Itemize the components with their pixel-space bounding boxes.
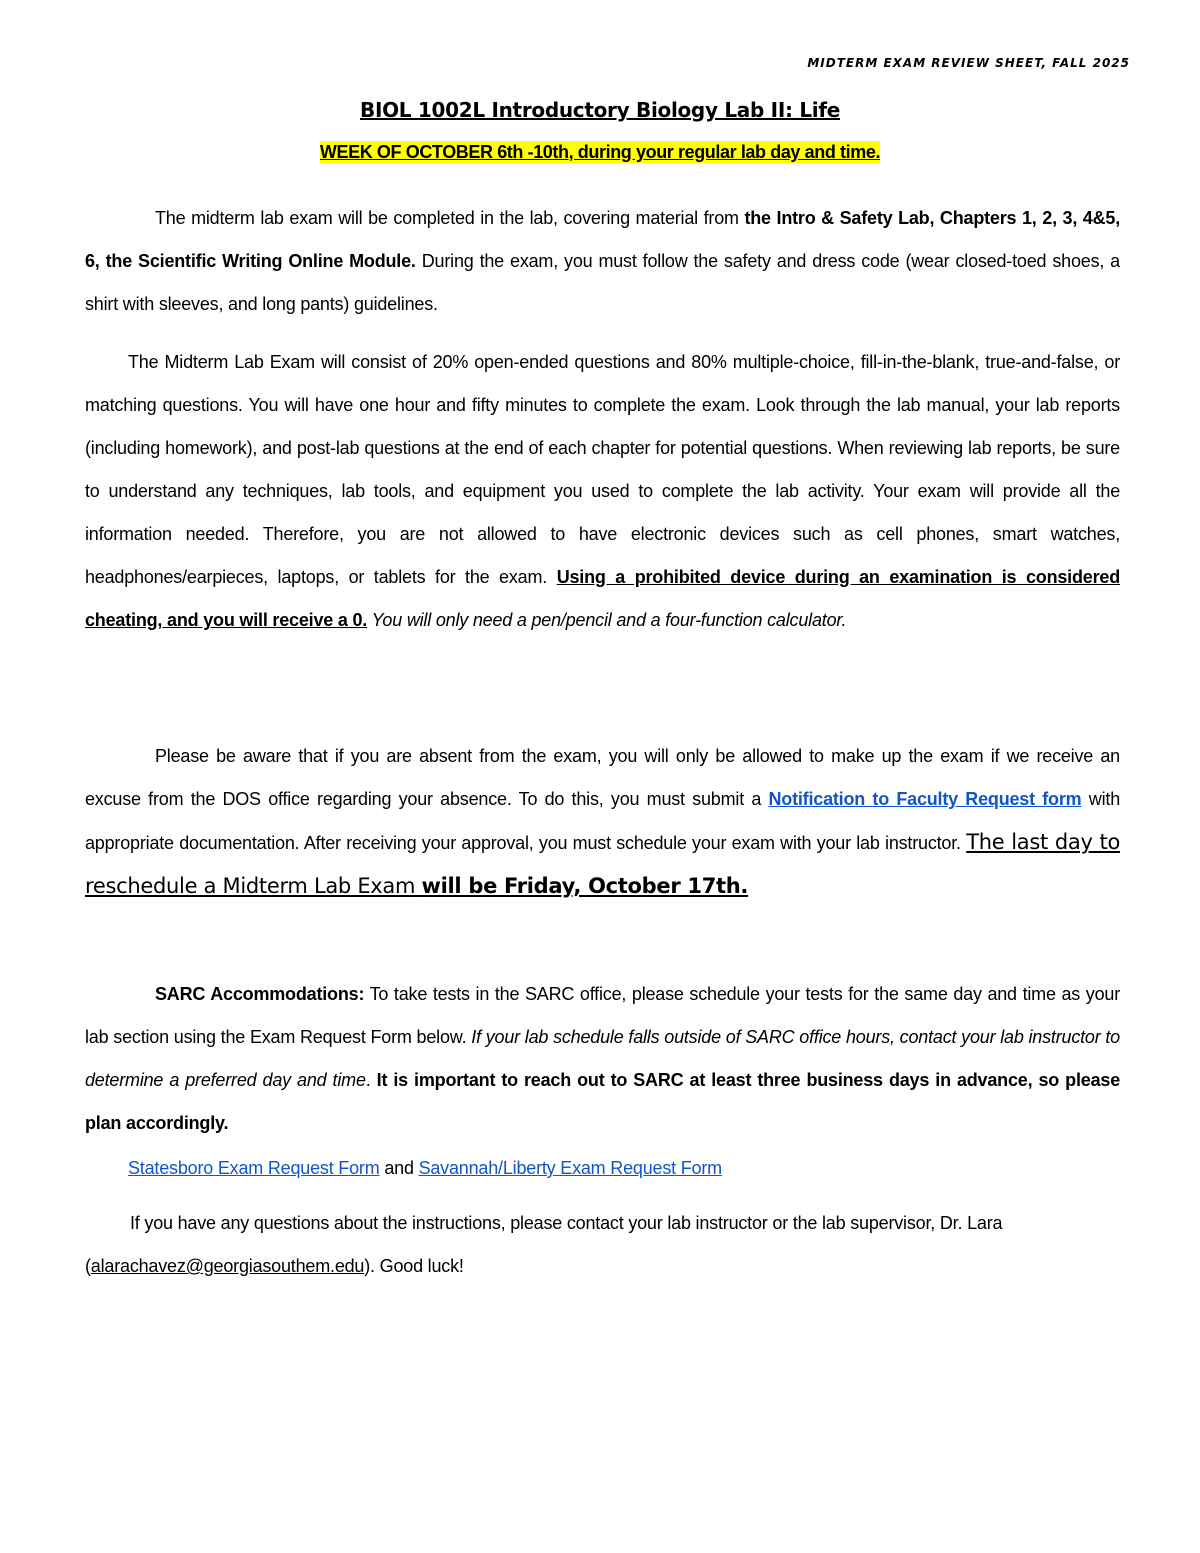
notification-form-link[interactable]: Notification to Faculty Request form [768, 789, 1082, 809]
text-run: Please be aware that if you are absent from the exam, you will only be allowed to make up the exam if we receive an excuse from the DOS office regarding your absence. To do this, you must submit a [85, 746, 1120, 809]
paragraph-contact [85, 1202, 1120, 1288]
reschedule-date: will be Friday, October 17th. [421, 874, 749, 898]
text-run: If you have any questions about the instructions, please contact your lab instructor or the lab supervisor, Dr. Lara ( [85, 1213, 1003, 1276]
materials-note: You will only need a pen/pencil and a four-function calculator. [367, 610, 847, 630]
cheating-warning: Using a prohibited device during an examination is considered cheating, and you will receive a 0. [85, 567, 1120, 630]
exam-request-links [128, 1158, 722, 1179]
statesboro-form-link[interactable]: Statesboro Exam Request Form [128, 1158, 380, 1178]
supervisor-email[interactable]: alarachavez@georgiasouthem.edu [90, 1256, 365, 1276]
text-run: with appropriate documentation. After receiving your approval, you must schedule your exam with your lab instructor. [85, 789, 1120, 853]
document-title: BIOL 1002L Introductory Biology Lab II: Life [360, 98, 840, 122]
text-run: ). Good luck! [364, 1256, 464, 1276]
text-run: The midterm lab exam will be completed in the lab, covering material from [155, 208, 745, 228]
running-header: MIDTERM EXAM REVIEW SHEET, FALL 2025 [807, 56, 1130, 70]
text-run: and [379, 1158, 419, 1178]
paragraph-absence-policy [85, 735, 1120, 909]
text-run: The Midterm Lab Exam will consist of 20% open-ended questions and 80% multiple-choice, fill-in-the-blank, true-and-false, or matching questions. You will have one hour and fifty minutes to complete the exam. Look through the lab manual, your lab reports (including homework), and post-lab questions at the end of each chapter for potential questions. When reviewing lab reports, be sure to understand any techniques, lab tools, and equipment you used to complete the lab activity. Your exam will provide all the information needed. Therefore, you are not allowed to have electronic devices such as cell phones, smart watches, headphones/earpieces, laptops, or tablets for the exam. [85, 352, 1120, 587]
exam-week-highlight: WEEK OF OCTOBER 6th -10th, during your regular lab day and time. [319, 142, 881, 162]
savannah-liberty-form-link[interactable]: Savannah/Liberty Exam Request Form [418, 1158, 722, 1178]
sarc-label: SARC Accommodations: [155, 984, 365, 1004]
text-run: . [365, 1070, 377, 1090]
paragraph-exam-coverage [85, 197, 1120, 326]
reschedule-deadline: The last day to reschedule a Midterm Lab Exam [85, 830, 1120, 898]
sarc-italic-note: If your lab schedule falls outside of SARC office hours, contact your lab instructor to determine a preferred day and time [85, 1027, 1120, 1090]
sarc-advance-notice: It is important to reach out to SARC at least three business days in advance, so please plan accordingly. [85, 1070, 1121, 1133]
paragraph-sarc [85, 973, 1120, 1145]
text-run: During the exam, you must follow the safety and dress code (wear closed-toed shoes, a shirt with sleeves, and long pants) guidelines. [85, 251, 1120, 314]
coverage-topics: the Intro & Safety Lab, Chapters 1, 2, 3, 4&5, 6, the Scientific Writing Online Module. [85, 208, 1120, 271]
subtitle-line [0, 142, 1200, 163]
paragraph-exam-format [85, 341, 1120, 642]
text-run: To take tests in the SARC office, please schedule your tests for the same day and time as your lab section using the Exam Request Form below. [85, 984, 1120, 1047]
